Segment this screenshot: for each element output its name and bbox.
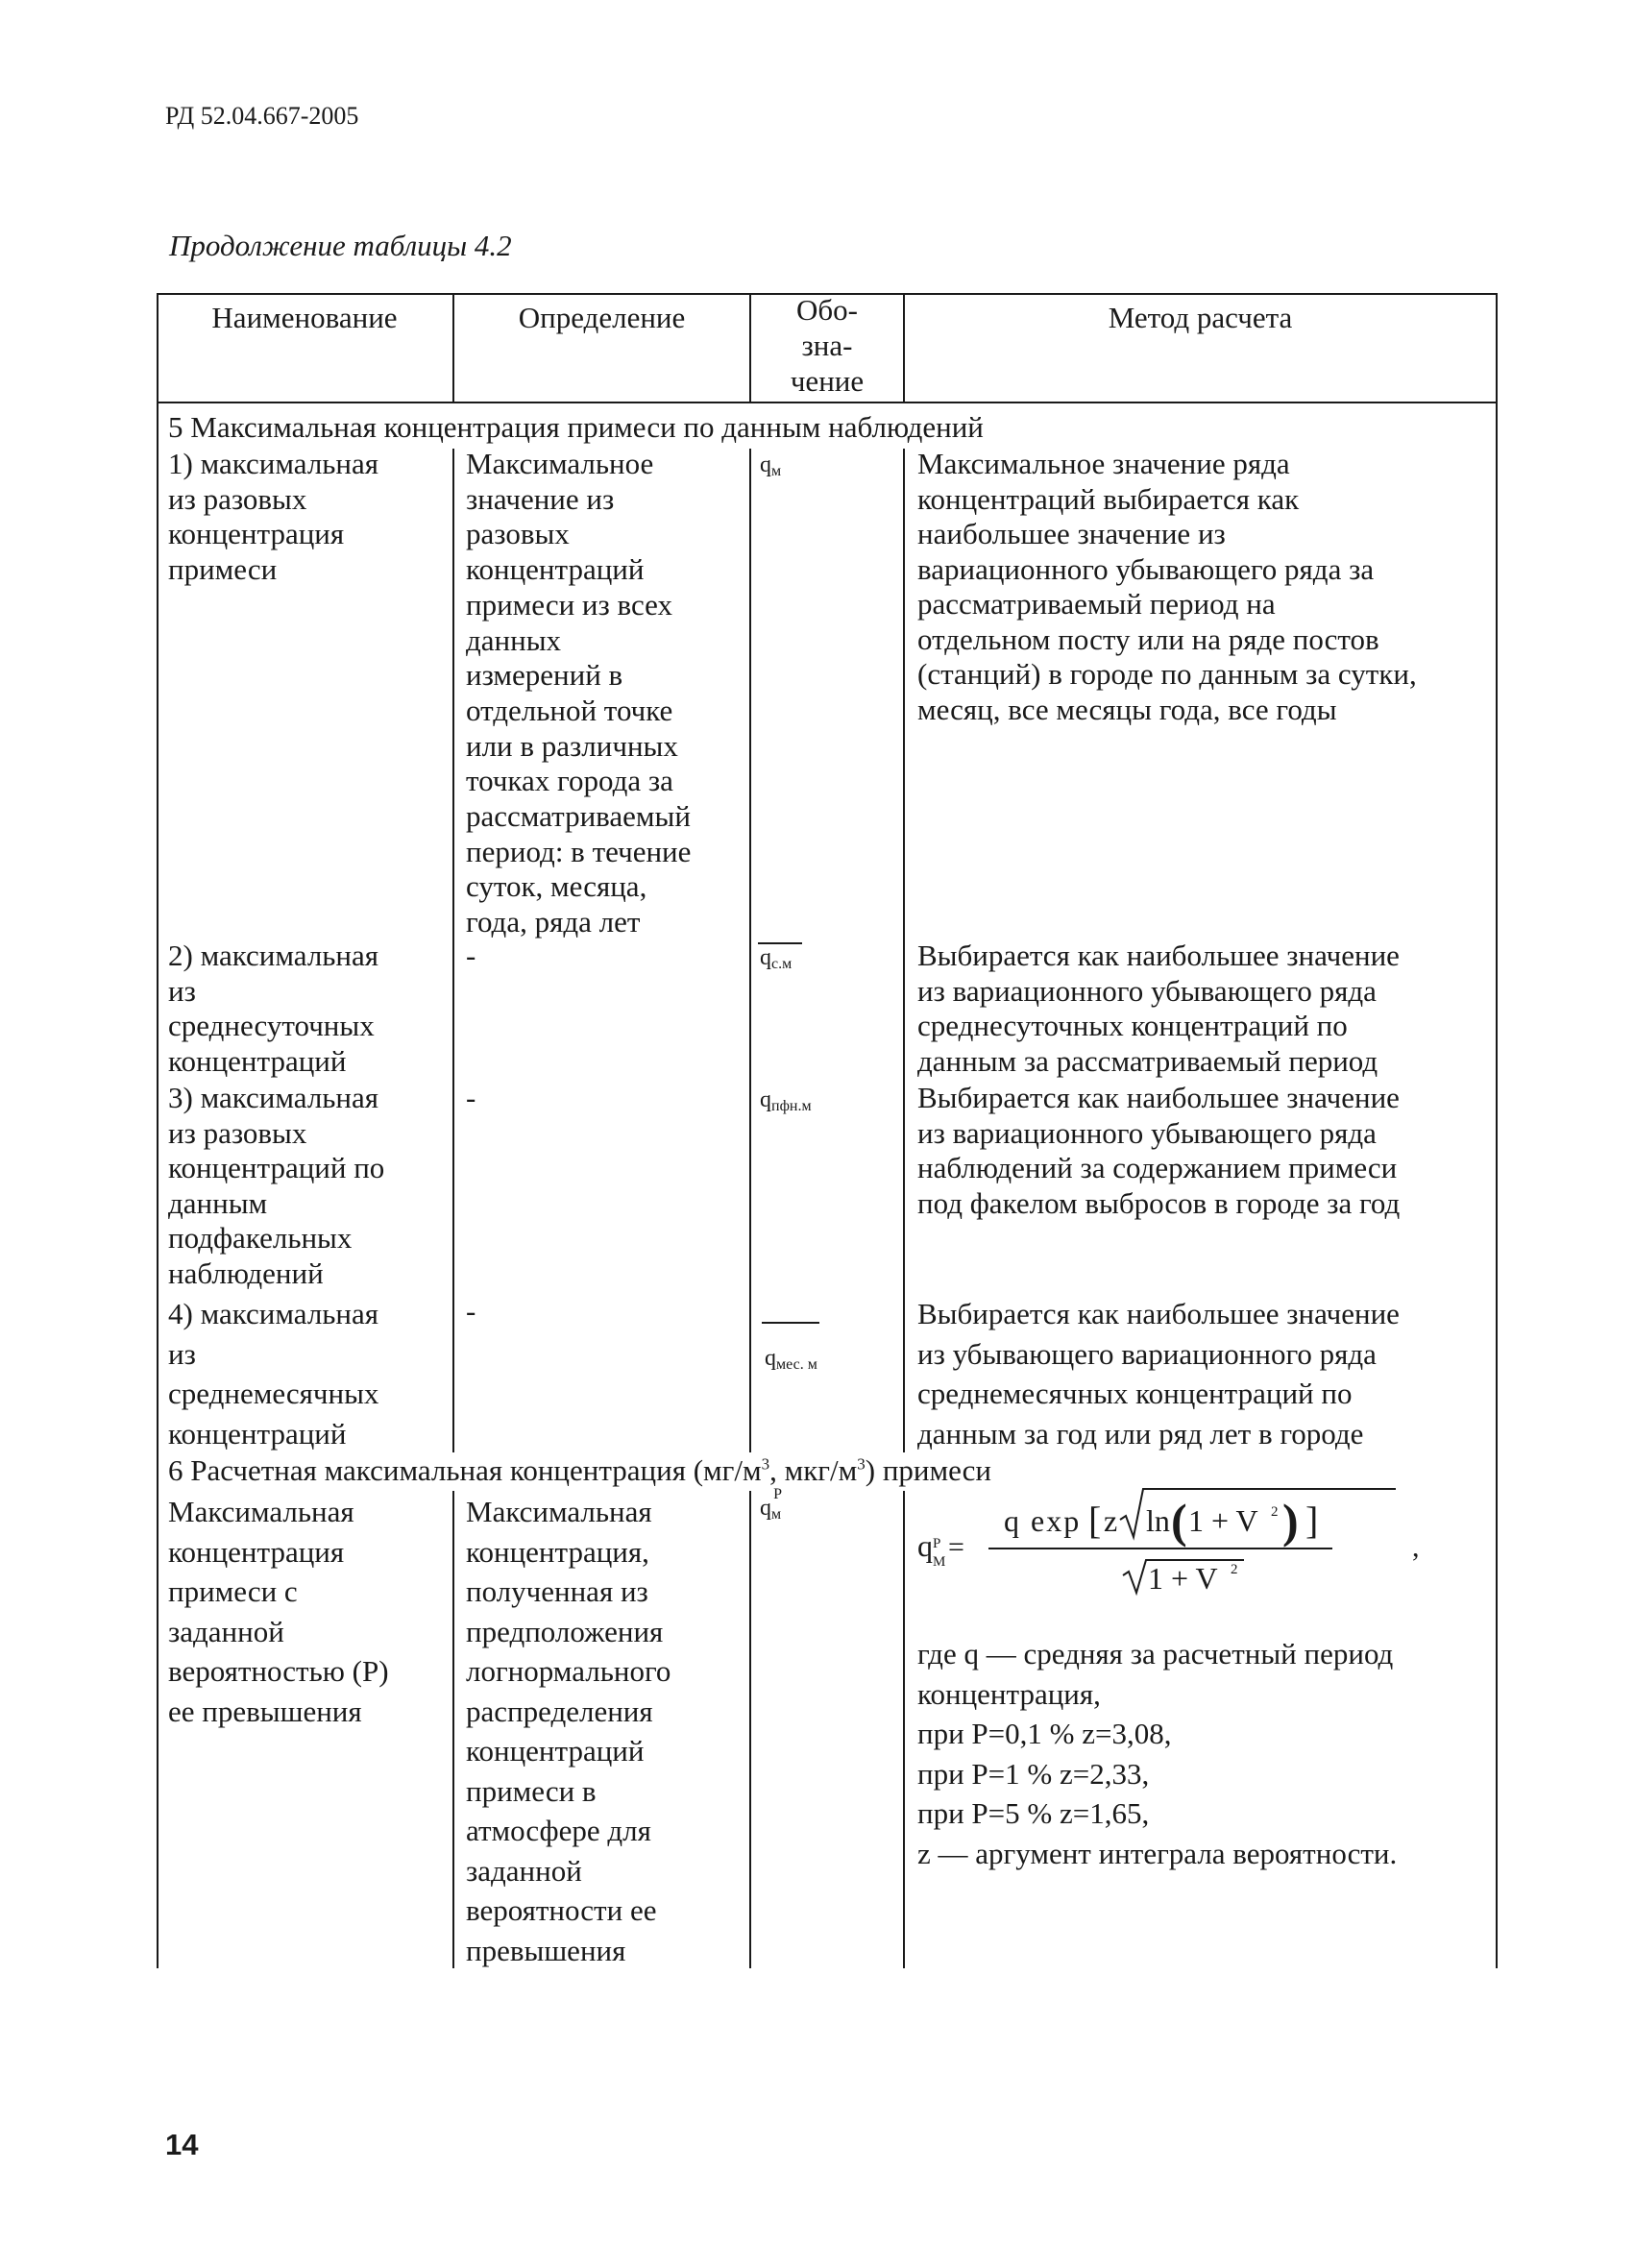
- cell-line: суток, месяца,: [466, 869, 647, 904]
- cell-line: 4) максимальная: [168, 1297, 379, 1330]
- formula-lhs-sup: Р: [933, 1536, 941, 1551]
- row2-symbol-overline: [758, 942, 802, 944]
- formula-den-one-plus-v: 1 + V: [1148, 1561, 1218, 1596]
- row1-definition: [466, 447, 691, 940]
- header-method: Метод расчета: [1108, 301, 1293, 334]
- cell-line: заданной: [466, 1853, 582, 1888]
- cell-line: среднемесячных: [168, 1377, 379, 1410]
- row2-name: [168, 939, 378, 1079]
- cell-line: где q — средняя за расчетный период: [917, 1637, 1394, 1671]
- cell-line: точках города за: [466, 764, 673, 798]
- row4-symbol: $q_{мес. м}$: [765, 1346, 817, 1373]
- cell-line: Выбирается как наибольшее значение: [917, 939, 1400, 972]
- cell-line: концентраций: [168, 1416, 347, 1451]
- cell-line: концентрация,: [917, 1676, 1101, 1711]
- formula-num-lbracket: [: [1088, 1499, 1102, 1542]
- cell-line: из вариационного убывающего ряда: [917, 973, 1377, 1008]
- cell-line: наибольшее значение из: [917, 517, 1226, 550]
- row1-method: [917, 447, 1417, 727]
- cell-line: примеси в: [466, 1773, 597, 1808]
- cell-line: примеси: [168, 551, 278, 586]
- max-concentration-formula: [917, 1487, 1455, 1602]
- header-bottom-border: [157, 402, 1498, 403]
- cell-line: наблюдений за содержанием примеси: [917, 1151, 1398, 1184]
- formula-num-z: z: [1104, 1503, 1118, 1538]
- cell-line: при Р=5 % z=1,65,: [917, 1796, 1150, 1830]
- data-table: [157, 293, 1498, 1968]
- header-symbol-line: чение: [790, 364, 865, 398]
- table-right-border: [1496, 293, 1498, 1968]
- cell-line: данным за год или ряд лет в городе: [917, 1416, 1364, 1451]
- cell-line: из разовых: [168, 1115, 307, 1150]
- cell-line: наблюдений: [168, 1256, 324, 1290]
- row3-method: [917, 1081, 1400, 1221]
- cell-line: среднесуточных: [168, 1009, 375, 1042]
- row6-method: [917, 1634, 1397, 1873]
- col-divider-3: [903, 449, 905, 1968]
- header-symbol-line: зна-: [801, 329, 853, 362]
- row6-name: [168, 1492, 389, 1731]
- cell-line: при Р=1 % z=2,33,: [917, 1756, 1150, 1791]
- row3-definition: [466, 1081, 476, 1116]
- cell-line: года, ряда лет: [466, 905, 641, 939]
- cell-line: отдельном посту или на ряде постов: [917, 622, 1379, 656]
- cell-line: при Р=0,1 % z=3,08,: [917, 1717, 1172, 1750]
- section-6-title: 6 Расчетная максимальная концентрация ($мг/м^3$, мкг/$м^3$) примеси: [168, 1453, 992, 1487]
- cell-line: концентраций: [168, 1043, 347, 1078]
- cell-line: Выбирается как наибольшее значение: [917, 1081, 1400, 1114]
- row1-name: [168, 447, 378, 587]
- cell-line: концентраций по: [168, 1151, 385, 1184]
- row6-symbol: $q_м^Р$: [760, 1486, 783, 1523]
- header-name: Наименование: [211, 301, 398, 334]
- cell-line: данным: [168, 1185, 268, 1220]
- formula-equals: =: [948, 1531, 964, 1563]
- cell-line: или в различных: [466, 728, 678, 763]
- cell-line: из убывающего вариационного ряда: [917, 1336, 1377, 1371]
- cell-line: вероятностью (Р): [168, 1654, 389, 1688]
- cell-line: Максимальная: [168, 1495, 354, 1528]
- cell-line: из вариационного убывающего ряда: [917, 1115, 1377, 1150]
- cell-line: 1) максимальная: [168, 447, 379, 480]
- cell-line: z — аргумент интеграла вероятности.: [917, 1836, 1398, 1870]
- document-code: РД 52.04.667-2005: [165, 102, 359, 130]
- cell-line: вариационного убывающего ряда за: [917, 551, 1375, 586]
- cell-line: из: [168, 1336, 196, 1371]
- cell-line: -: [466, 939, 476, 972]
- cell-line: ее превышения: [168, 1694, 362, 1728]
- table-continuation-title: Продолжение таблицы 4.2: [169, 229, 512, 262]
- cell-line: Выбирается как наибольшее значение: [917, 1297, 1400, 1330]
- cell-line: из разовых: [168, 481, 307, 516]
- cell-line: период: в течение: [466, 834, 692, 868]
- table-left-border: [157, 293, 159, 1968]
- cell-line: среднемесячных концентраций по: [917, 1377, 1353, 1410]
- formula-lhs-sub: М: [933, 1554, 946, 1570]
- row2-method: [917, 939, 1400, 1079]
- header-symbol-line: Обо-: [796, 293, 858, 327]
- cell-line: концентраций выбирается как: [917, 481, 1300, 516]
- section-5-title: 5 Максимальная концентрация примеси по данным наблюдений: [168, 410, 984, 444]
- cell-line: среднесуточных концентраций по: [917, 1009, 1348, 1042]
- formula-num-q: q: [1004, 1503, 1019, 1538]
- cell-line: 3) максимальная: [168, 1081, 379, 1114]
- row2-definition: [466, 939, 476, 974]
- cell-line: рассматриваемый: [466, 799, 691, 834]
- cell-line: разовых: [466, 517, 570, 551]
- row4-name: [168, 1294, 378, 1453]
- cell-line: (станций) в городе по данным за сутки,: [917, 657, 1417, 691]
- cell-line: концентраций: [466, 552, 645, 587]
- cell-line: месяц, все месяцы года, все годы: [917, 692, 1337, 726]
- row4-definition: [466, 1294, 476, 1329]
- col-divider-1: [452, 449, 454, 1968]
- cell-line: заданной: [168, 1614, 284, 1648]
- cell-line: полученная из: [466, 1574, 648, 1608]
- cell-line: логнормального: [466, 1654, 671, 1688]
- formula-den-sq: 2: [1231, 1562, 1238, 1577]
- cell-line: атмосфере для: [466, 1814, 651, 1847]
- cell-line: 2) максимальная: [168, 939, 379, 972]
- cell-line: из: [168, 973, 196, 1008]
- cell-line: значение из: [466, 481, 615, 516]
- page-number: 14: [165, 2128, 199, 2161]
- cell-line: данных: [466, 622, 562, 657]
- cell-line: данным за рассматриваемый период: [917, 1043, 1378, 1078]
- formula-lhs-q: q: [917, 1528, 933, 1563]
- cell-line: под факелом выбросов в городе за год: [917, 1185, 1401, 1220]
- formula-num-rbracket: ]: [1305, 1499, 1319, 1542]
- cell-line: Максимальное: [466, 447, 654, 480]
- cell-line: примеси из всех: [466, 587, 672, 622]
- formula-num-rparen: ): [1282, 1494, 1299, 1548]
- cell-line: подфакельных: [168, 1221, 353, 1255]
- row1-symbol: $q_м$: [760, 452, 782, 479]
- cell-line: концентрация,: [466, 1534, 649, 1569]
- cell-line: концентрация: [168, 517, 345, 550]
- row4-method: [917, 1294, 1400, 1453]
- row3-name: [168, 1081, 384, 1291]
- cell-line: рассматриваемый период на: [917, 587, 1276, 621]
- row4-symbol-overline: [762, 1322, 819, 1324]
- cell-line: предположения: [466, 1614, 664, 1648]
- row2-symbol: $q_{с.м}$: [760, 945, 793, 972]
- cell-line: -: [466, 1294, 476, 1328]
- cell-line: -: [466, 1081, 476, 1114]
- formula-num-exp: exp: [1031, 1503, 1082, 1538]
- formula-num-ln: ln: [1146, 1503, 1170, 1538]
- cell-line: концентрация: [168, 1534, 345, 1569]
- col-divider-2: [749, 449, 751, 1968]
- cell-line: измерений в: [466, 658, 623, 693]
- cell-line: Максимальное значение ряда: [917, 447, 1290, 480]
- row6-definition: [466, 1492, 671, 1970]
- cell-line: распределения: [466, 1694, 653, 1728]
- formula-graphic: [917, 1487, 1455, 1602]
- formula-num-lparen: (: [1171, 1494, 1187, 1548]
- cell-line: Максимальная: [466, 1495, 652, 1528]
- cell-line: вероятности ее: [466, 1893, 657, 1927]
- formula-num-sq: 2: [1271, 1504, 1279, 1520]
- cell-line: отдельной точке: [466, 693, 673, 727]
- formula-num-one-plus-v: 1 + V: [1188, 1503, 1258, 1538]
- cell-line: концентраций: [466, 1734, 645, 1768]
- row3-symbol: $q_{пфн.м}$: [760, 1087, 812, 1114]
- header-definition: Определение: [518, 301, 686, 334]
- cell-line: примеси с: [168, 1574, 298, 1608]
- formula-comma: ,: [1412, 1531, 1420, 1563]
- cell-line: превышения: [466, 1933, 626, 1967]
